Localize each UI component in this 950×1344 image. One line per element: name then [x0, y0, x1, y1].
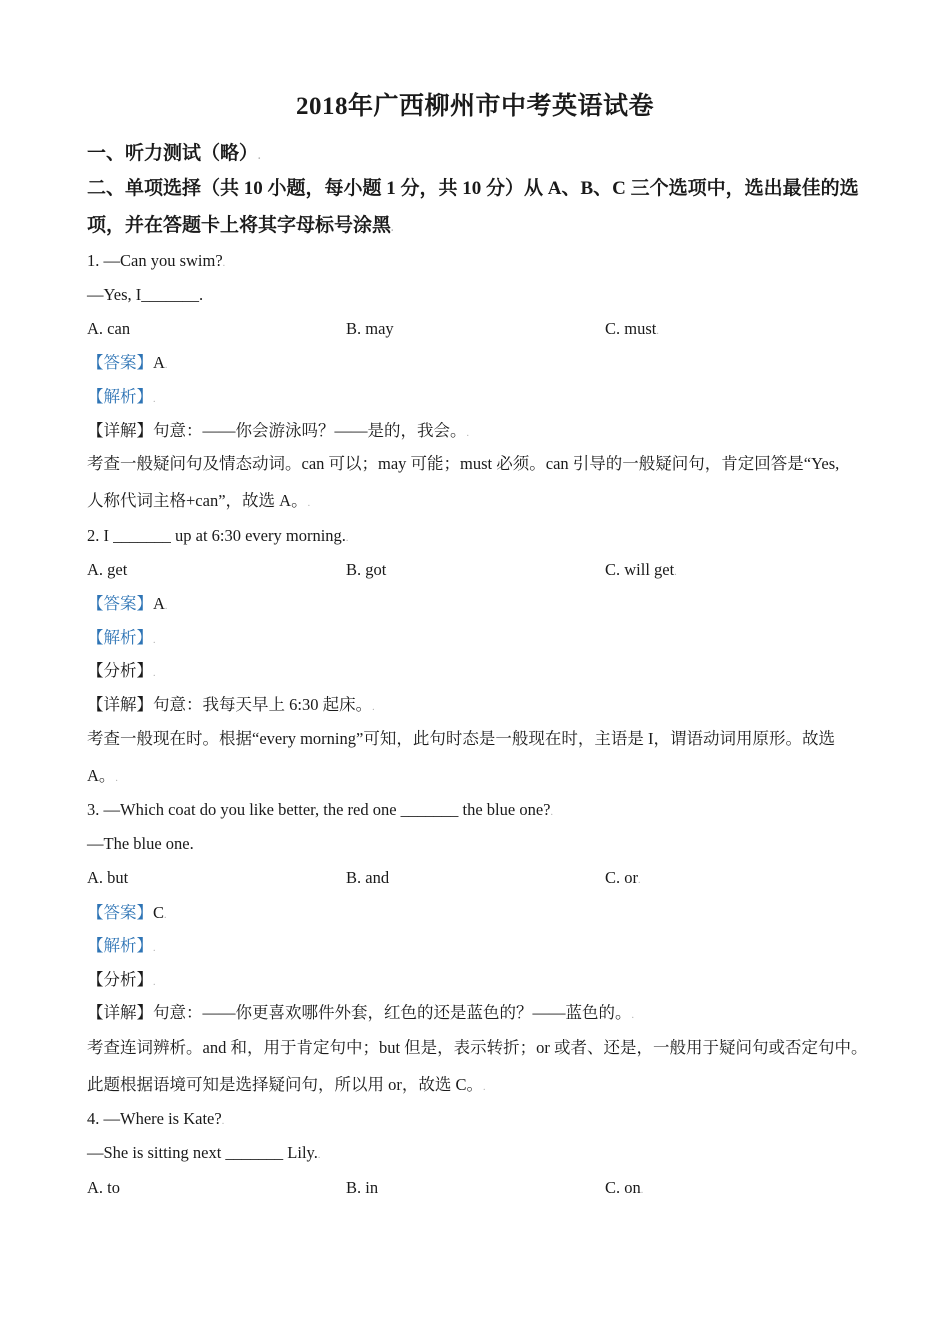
q1-option-a: A. can: [87, 319, 131, 338]
q2-analysis: 【解析】.: [87, 628, 156, 647]
q3-option-b: B. and: [346, 868, 390, 887]
q1-answer: 【答案】A.: [87, 353, 168, 372]
q2-explain-line1: 考查一般现在时。根据“every morning”可知，此句时态是一般现在时，主语是 I，谓语动词用原形。故选: [87, 729, 835, 748]
q4-option-b: B. in: [346, 1178, 379, 1197]
q1-explain-line1: 考查一般疑问句及情态动词。can 可以；may 可能；must 必须。can 引导的一般疑问句，肯定回答是“Yes,: [87, 454, 840, 473]
page-title: 2018年广西柳州市中考英语试卷: [295, 93, 654, 120]
q2-fenxi: 【分析】.: [87, 661, 156, 680]
q1-option-b: B. may: [346, 319, 394, 338]
q3-explain-line1: 考查连词辨析。and 和，用于肯定句中；but 但是，表示转折；or 或者、还是，一般用于疑问句或否定句中。: [87, 1038, 868, 1057]
q1-explain-line2: 人称代词主格+can”，故选 A。.: [87, 491, 311, 510]
q4-option-a: A. to: [87, 1178, 120, 1197]
q2-option-b: B. got: [346, 560, 387, 579]
q2-answer: 【答案】A.: [87, 594, 168, 613]
q3-option-c: C. or.: [605, 868, 641, 887]
q1-detail: 【详解】句意：——你会游泳吗？——是的，我会。.: [87, 421, 469, 440]
q2-detail: 【详解】句意：我每天早上 6:30 起床。.: [87, 695, 375, 714]
q2-option-a: A. get: [87, 560, 128, 579]
q3-detail: 【详解】句意：——你更喜欢哪件外套，红色的还是蓝色的？——蓝色的。.: [87, 1003, 634, 1022]
q3-stem: 3. —Which coat do you like better, the red one _______ the blue one?.: [87, 800, 553, 819]
q2-explain-line2: A。.: [87, 766, 118, 785]
q3-reply: —The blue one.: [87, 834, 194, 853]
q4-reply: —She is sitting next _______ Lily..: [87, 1143, 321, 1162]
q4-option-c: C. on.: [605, 1178, 644, 1197]
q3-option-a: A. but: [87, 868, 129, 887]
q2-stem: 2. I _______ up at 6:30 every morning..: [87, 526, 349, 545]
q3-explain-line2: 此题根据语境可知是选择疑问句，所以用 or，故选 C。.: [87, 1075, 486, 1094]
section-choice-line2: 项，并在答题卡上将其字母标号涂黑.: [87, 215, 394, 236]
q2-option-c: C. will get.: [605, 560, 677, 579]
q3-answer: 【答案】C.: [87, 903, 167, 922]
section-choice-line1: 二、单项选择（共 10 小题，每小题 1 分，共 10 分）从 A、B、C 三个选项中，选出最佳的选: [87, 178, 859, 199]
q1-reply: —Yes, I_______.: [87, 285, 204, 304]
q1-option-c: C. must.: [605, 319, 659, 338]
q1-stem: 1. —Can you swim?.: [87, 251, 226, 270]
section-listening: 一、听力测试（略）.: [87, 143, 261, 164]
q3-analysis: 【解析】.: [87, 936, 156, 955]
q4-stem: 4. —Where is Kate?.: [87, 1109, 225, 1128]
q1-analysis: 【解析】.: [87, 387, 156, 406]
q3-fenxi: 【分析】.: [87, 970, 156, 989]
